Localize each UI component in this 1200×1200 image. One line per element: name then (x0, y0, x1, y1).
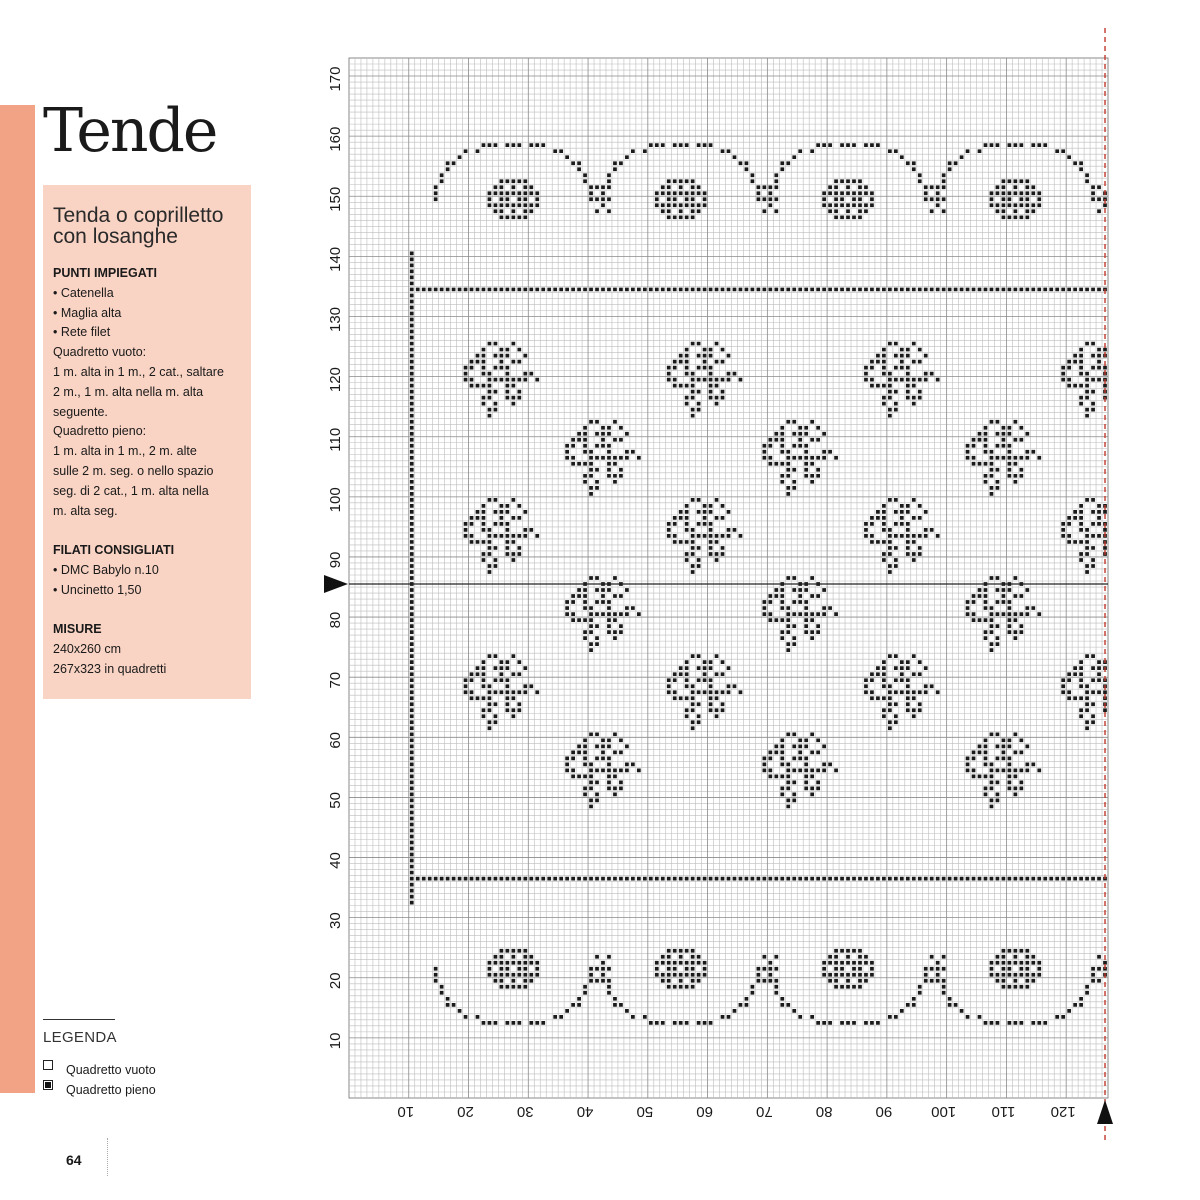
section-line: seguente. (53, 404, 108, 419)
section-line: • Maglia alta (53, 305, 122, 320)
x-tick-label: 10 (397, 1103, 415, 1121)
y-tick-label: 120 (326, 367, 344, 393)
section-line: 1 m. alta in 1 m., 2 cat., saltare (53, 364, 224, 379)
section-line: • DMC Babylo n.10 (53, 562, 159, 577)
y-tick-label: 70 (326, 671, 344, 689)
y-tick-label: 100 (326, 487, 344, 513)
section-line: 2 m., 1 m. alta nella m. alta (53, 384, 204, 399)
x-tick-label: 120 (1050, 1103, 1076, 1121)
x-axis-ticks (397, 1103, 1075, 1120)
y-tick-label: 170 (326, 66, 344, 92)
section-heading: FILATI CONSIGLIATI (53, 543, 175, 558)
section-line: sulle 2 m. seg. o nello spazio (53, 463, 214, 478)
repeat-column-arrow-icon (1097, 1100, 1113, 1124)
center-row-arrow-icon (324, 575, 348, 593)
section-line: 1 m. alta in 1 m., 2 m. alte (53, 444, 197, 459)
y-tick-label: 50 (326, 792, 344, 809)
page-title: Tende (43, 96, 217, 166)
page-number: 64 (66, 1152, 82, 1168)
legend-title: LEGENDA (43, 1029, 117, 1046)
x-tick-label: 30 (516, 1103, 534, 1121)
legend-label: Quadretto pieno (66, 1083, 156, 1097)
x-tick-label: 90 (875, 1103, 893, 1121)
y-axis-ticks (327, 67, 344, 1050)
y-tick-label: 160 (326, 126, 344, 152)
section-line: Quadretto pieno: (53, 424, 147, 439)
x-tick-label: 50 (636, 1103, 654, 1121)
project-title-line-1: Tenda o coprilletto (53, 204, 224, 227)
section-heading: PUNTI IMPIEGATI (53, 266, 157, 280)
legend-label: Quadretto vuoto (66, 1063, 156, 1077)
y-tick-label: 150 (326, 186, 344, 212)
x-tick-label: 70 (756, 1103, 773, 1121)
section-line: seg. di 2 cat., 1 m. alta nella (53, 483, 209, 498)
y-tick-label: 90 (326, 551, 344, 569)
section-line: Quadretto vuoto: (53, 345, 147, 360)
section-line: • Catenella (53, 285, 114, 300)
y-tick-label: 60 (326, 731, 344, 749)
project-title-line-2: con losanghe (53, 225, 178, 248)
y-tick-label: 40 (326, 852, 344, 869)
section-line: 240x260 cm (53, 642, 122, 657)
section-line: 267x323 in quadretti (53, 661, 167, 676)
y-tick-label: 10 (326, 1032, 344, 1050)
chart-grid (349, 58, 1108, 1098)
section-line: • Rete filet (53, 325, 111, 340)
section-line: • Uncinetto 1,50 (53, 582, 142, 597)
y-tick-label: 110 (326, 427, 344, 452)
x-tick-label: 20 (457, 1103, 474, 1121)
y-tick-label: 130 (326, 306, 344, 333)
section-line: m. alta seg. (53, 503, 118, 518)
x-tick-label: 110 (991, 1103, 1016, 1121)
y-tick-label: 20 (326, 972, 344, 990)
x-tick-label: 60 (696, 1103, 713, 1121)
y-tick-label: 30 (326, 912, 344, 930)
x-tick-label: 40 (576, 1103, 594, 1121)
section-heading: MISURE (53, 622, 102, 637)
y-tick-label: 80 (326, 611, 344, 629)
x-tick-label: 80 (815, 1103, 833, 1121)
y-tick-label: 140 (326, 246, 344, 272)
x-tick-label: 100 (931, 1103, 957, 1121)
